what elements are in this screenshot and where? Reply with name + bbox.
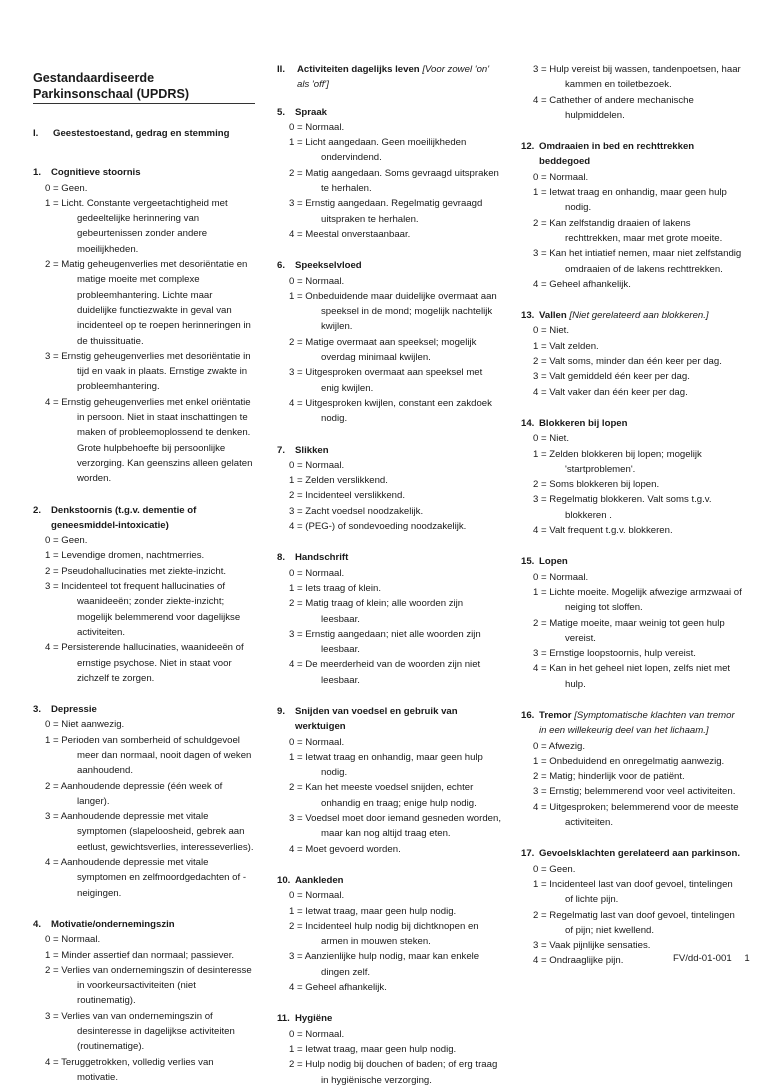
question-heading: [277, 704, 503, 735]
answer-options: [45, 533, 255, 686]
answer-option: 4 = De meerderheid van de woorden zijn niet leesbaar.: [289, 659, 481, 686]
question-title: Motivatie/ondernemingszin: [51, 918, 175, 930]
part-i-label: Geestestoestand, gedrag en stemming: [53, 128, 230, 139]
part-ii-label: Activiteiten dagelijks leven: [297, 64, 420, 75]
question-heading: [277, 550, 503, 565]
answer-option: 3 = Verlies van van ondernemingszin of desinteresse in dagelijkse activiteiten (routinematige).: [45, 1010, 235, 1053]
answer-options: [45, 181, 255, 487]
answer-option: 3 = Incidenteel tot frequent hallucinaties of waanideeën; zonder ziekte-inzicht; mogelijk belemmerend voor dagelijkse activiteiten.: [45, 581, 241, 638]
answer-option: 2 = Soms blokkeren bij lopen.: [533, 479, 660, 491]
answer-option: 4 = Uitgesproken; belemmerend voor de meeste activiteiten.: [533, 801, 739, 829]
question-title: Spraak: [295, 106, 327, 118]
question-16: [521, 708, 743, 830]
answer-option: 4 = Ernstig geheugenverlies met enkel oriëntatie in persoon. Niet in staat inschattingen te maken of probleemoplossend te denken. Grote hulpbehoefte bij persoonlijke verzorging. Kan geenszins alleen gelaten worden.: [45, 396, 253, 485]
answer-options: [45, 932, 255, 1085]
answer-option: 2 = Kan zelfstandig draaien of lakens rechttrekken, maar met grote moeite.: [533, 217, 723, 244]
answer-option: 4 = Kan in het geheel niet lopen, zelfs niet met hulp.: [533, 663, 731, 690]
answer-option: 2 = Kan het meeste voedsel snijden, echter onhandig en traag; enige hulp nodig.: [289, 782, 477, 809]
answer-option: 3 = Uitgesproken overmaat aan speeksel met enig kwijlen.: [289, 367, 483, 394]
question-15: [521, 554, 743, 692]
question-13: [521, 308, 743, 400]
question-number: 1.: [33, 167, 42, 179]
answer-option: 0 = Geen.: [45, 182, 88, 194]
question-title: Denkstoornis (t.g.v. dementie of geneesmiddel-intoxicatie): [51, 504, 197, 531]
answer-option: 3 = Ernstig geheugenverlies met desoriëntatie in tijd en vaak in plaats. Ernstige zwakte in probleemhantering.: [45, 350, 251, 393]
answer-option: 0 = Normaal.: [45, 934, 101, 946]
question-number: 3.: [33, 704, 42, 716]
question-12: [521, 139, 743, 292]
answer-option: 3 = Valt gemiddeld één keer per dag.: [533, 371, 690, 383]
answer-options: [289, 566, 503, 688]
answer-option: 1 = Iets traag of klein.: [289, 582, 381, 594]
question-1: [33, 165, 255, 486]
question-heading: [521, 846, 743, 861]
question-heading: [33, 702, 255, 717]
answer-option: 2 = Aanhoudende depressie (één week of langer).: [45, 780, 223, 807]
answer-option: 4 = Teruggetrokken, volledig verlies van motivatie.: [45, 1056, 214, 1083]
answer-options: [289, 735, 503, 857]
question-number: 13.: [521, 310, 535, 322]
question-14: [521, 416, 743, 538]
question-heading: [521, 416, 743, 431]
answer-option: 2 = Matige moeite, maar weinig tot geen hulp vereist.: [533, 617, 725, 644]
part-ii-sections-a: [277, 105, 503, 1088]
answer-options: [533, 431, 743, 538]
answer-option: 3 = Regelmatig blokkeren. Valt soms t.g.v. blokkeren .: [533, 494, 712, 521]
answer-option: 2 = Verlies van ondernemingszin of desinteresse in voorkeursactiviteiten (niet routinematig).: [45, 964, 252, 1007]
answer-option: 2 = Pseudohallucinaties met ziekte-inzicht.: [45, 565, 227, 577]
answer-option: 1 = Licht aangedaan. Geen moeilijkheden ondervindend.: [289, 137, 467, 164]
question-number: 14.: [521, 417, 535, 429]
answer-option: 1 = Perioden van somberheid of schuldgevoel meer dan normaal, nooit dagen of weken aanhoudend.: [45, 734, 252, 777]
question-heading: [277, 873, 503, 888]
answer-option: 0 = Normaal.: [289, 736, 345, 748]
question-title: Speekselvloed: [295, 260, 362, 272]
question-title: Depressie: [51, 704, 97, 716]
answer-option: 1 = Ietwat traag, maar geen hulp nodig.: [289, 905, 457, 917]
question-title: Lopen: [539, 556, 568, 568]
answer-option: 0 = Geen.: [45, 535, 88, 547]
part-ii-sections-b: [521, 139, 743, 969]
answer-options: [533, 739, 743, 831]
form-code: FV/dd-01-001: [673, 953, 732, 964]
answer-option: 3 = Ernstig; belemmerend voor veel activiteiten.: [533, 786, 736, 798]
question-heading: [33, 917, 255, 932]
answer-option: 3 = Kan het intiatief nemen, maar niet zelfstandig omdraaien of de lakens rechttrekken.: [533, 248, 742, 275]
answer-option: 0 = Afwezig.: [533, 740, 585, 752]
answer-option: 0 = Normaal.: [289, 275, 345, 287]
question-number: 10.: [277, 874, 291, 886]
question-11: [277, 1011, 503, 1087]
question-9: [277, 704, 503, 857]
answer-option: 1 = Valt zelden.: [533, 340, 599, 352]
section-11-continued: [533, 62, 743, 123]
answer-option: 0 = Normaal.: [533, 571, 589, 583]
column-1: [33, 62, 255, 1085]
question-number: 17.: [521, 848, 535, 860]
question-title: Gevoelsklachten gerelateerd aan parkinson.: [539, 848, 741, 860]
answer-option: 3 = Aanzienlijke hulp nodig, maar kan enkele dingen zelf.: [289, 951, 480, 978]
question-number: 15.: [521, 556, 535, 568]
question-title: Omdraaien in bed en rechttrekken beddegoed: [539, 141, 695, 168]
part-ii-heading: [277, 62, 503, 93]
answer-option: 4 = Uitgesproken kwijlen, constant een zakdoek nodig.: [289, 397, 492, 425]
column-2: [277, 62, 503, 1088]
answer-option: 4 = Ondraaglijke pijn.: [533, 955, 624, 967]
answer-option: 0 = Niet.: [533, 325, 569, 337]
answer-option: 2 = Matig; hinderlijk voor de patiënt.: [533, 771, 685, 783]
answer-option: 2 = Matige overmaat aan speeksel; mogelijk overdag minimaal kwijlen.: [289, 336, 477, 364]
question-heading: [521, 554, 743, 569]
answer-option: 0 = Normaal.: [533, 171, 589, 183]
question-7: [277, 443, 503, 535]
question-8: [277, 550, 503, 688]
answer-option: 0 = Normaal.: [289, 567, 345, 579]
question-title: Hygiëne: [295, 1013, 333, 1025]
question-title: Handschrift: [295, 552, 349, 564]
answer-option: 1 = Ietwat traag, maar geen hulp nodig.: [289, 1043, 457, 1055]
answer-option: 3 = Ernstig aangedaan; niet alle woorden zijn leesbaar.: [289, 628, 481, 656]
question-5: [277, 105, 503, 243]
page-footer: [673, 953, 750, 964]
question-heading: [521, 139, 743, 170]
question-2: [33, 503, 255, 687]
question-6: [277, 258, 503, 426]
answer-option: 4 = Valt frequent t.g.v. blokkeren.: [533, 525, 673, 537]
answer-option: 1 = Incidenteel last van doof gevoel, tintelingen of lichte pijn.: [533, 878, 733, 906]
question-heading: [521, 308, 743, 323]
question-heading: [33, 503, 255, 534]
question-4: [33, 917, 255, 1085]
answer-option: 3 = Zacht voedsel noodzakelijk.: [289, 505, 424, 517]
answer-option: 2 = Matig geheugenverlies met desoriëntatie en matige moeite met complexe probleemhantering. Lichte maar duidelijke functiezwakte in geval van incidenteel op te roepen herinneringen in de thuissituatie.: [45, 259, 251, 347]
question-heading: [33, 165, 255, 180]
question-title: Tremor: [539, 709, 572, 721]
question-heading: [277, 1011, 503, 1026]
question-note: [Niet gerelateerd aan blokkeren.]: [569, 310, 709, 322]
question-title: Blokkeren bij lopen: [539, 417, 628, 429]
question-number: 12.: [521, 141, 535, 153]
question-title: Slikken: [295, 444, 329, 456]
answer-option: 0 = Normaal.: [289, 890, 345, 902]
answer-options: [533, 570, 743, 692]
answer-option: 3 = Hulp vereist bij wassen, tandenpoetsen, haar kammen en toiletbezoek.: [533, 64, 741, 91]
answer-options: [45, 717, 255, 901]
answer-option: 1 = Ietwat traag en onhandig, maar geen hulp nodig.: [533, 187, 727, 214]
answer-option: 0 = Niet aanwezig.: [45, 719, 125, 731]
part-ii-note: [Voor zowel 'on' als 'off']: [297, 64, 490, 91]
answer-option: 1 = Zelden verslikkend.: [289, 475, 388, 487]
question-heading: [521, 708, 743, 739]
answer-option: 4 = Geheel afhankelijk.: [289, 982, 387, 994]
question-note: [Symptomatische klachten van tremor in een willekeurig deel van het lichaam.]: [539, 709, 735, 737]
question-number: 7.: [277, 444, 286, 456]
question-number: 11.: [277, 1013, 290, 1025]
answer-options: [289, 120, 503, 242]
answer-option: 2 = Incidenteel hulp nodig bij dichtknopen en armen in mouwen steken.: [289, 920, 479, 948]
question-number: 8.: [277, 552, 286, 564]
answer-option: 1 = Ietwat traag en onhandig, maar geen hulp nodig.: [289, 751, 483, 779]
answer-option: 0 = Normaal.: [289, 459, 345, 471]
answer-option: 4 = Meestal onverstaanbaar.: [289, 228, 411, 240]
answer-option: 0 = Normaal.: [289, 121, 345, 133]
question-title: Aankleden: [295, 874, 344, 886]
answer-option: 0 = Normaal.: [289, 1028, 345, 1040]
answer-option: 1 = Licht. Constante vergeetachtigheid met gedeeltelijke herinnering van gebeurtenissen zonder andere moeilijkheden.: [45, 197, 228, 255]
question-heading: [277, 443, 503, 458]
answer-option: 3 = Ernstige loopstoornis, hulp vereist.: [533, 648, 696, 660]
question-title: Cognitieve stoornis: [51, 167, 141, 179]
question-heading: [277, 105, 503, 120]
answer-option: 3 = Vaak pijnlijke sensaties.: [533, 940, 651, 952]
page-title: Gestandaardiseerde Parkinsonschaal (UPDRS): [33, 70, 255, 104]
answer-option: 3 = Voedsel moet door iemand gesneden worden, maar kan nog altijd traag eten.: [289, 813, 502, 840]
question-number: 4.: [33, 918, 42, 930]
answer-options: [533, 323, 743, 399]
question-title: Snijden van voedsel en gebruik van werktuigen: [295, 705, 458, 733]
question-number: 2.: [33, 504, 42, 516]
answer-option: 1 = Levendige dromen, nachtmerries.: [45, 550, 205, 562]
question-number: 5.: [277, 106, 286, 118]
question-number: 6.: [277, 260, 286, 272]
answer-option: 2 = Valt soms, minder dan één keer per dag.: [533, 356, 722, 368]
answer-option: 4 = Valt vaker dan één keer per dag.: [533, 386, 688, 398]
answer-options: [289, 888, 503, 995]
answer-option: 4 = Cathether of andere mechanische hulpmiddelen.: [533, 94, 694, 121]
question-number: 9.: [277, 705, 286, 717]
page-number: 1: [744, 953, 750, 964]
answer-option: 2 = Incidenteel verslikkend.: [289, 490, 405, 502]
question-number: 16.: [521, 709, 535, 721]
answer-option: 4 = Persisterende hallucinaties, waanideeën of ernstige psychose. Niet in staat voor zichzelf te zorgen.: [45, 642, 244, 684]
part-i-heading: [33, 126, 255, 141]
answer-option: 1 = Zelden blokkeren bij lopen; mogelijk 'startproblemen'.: [533, 448, 702, 475]
answer-option: 4 = Moet gevoerd worden.: [289, 843, 401, 855]
part-ii-number: II.: [277, 64, 285, 75]
answer-option: 1 = Onbeduidende maar duidelijke overmaat aan speeksel in de mond; mogelijk nachtelijk kwijlen.: [289, 290, 497, 333]
answer-option: 1 = Minder assertief dan normaal; passiever.: [45, 949, 235, 961]
answer-option: 0 = Niet.: [533, 433, 569, 445]
part-i-number: I.: [33, 128, 39, 139]
question-17: [521, 846, 743, 968]
answer-option: 4 = (PEG-) of sondevoeding noodzakelijk.: [289, 521, 467, 533]
answer-option: 4 = Geheel afhankelijk.: [533, 278, 631, 290]
answer-options: [289, 458, 503, 534]
answer-option: 1 = Lichte moeite. Mogelijk afwezige armzwaai of neiging tot sloffen.: [533, 586, 742, 614]
question-3: [33, 702, 255, 901]
answer-option: 4 = Aanhoudende depressie met vitale symptomen en zelfmoordgedachten of -neigingen.: [45, 857, 247, 899]
question-10: [277, 873, 503, 995]
answer-option: 3 = Aanhoudende depressie met vitale symptomen (slapeloosheid, gebrek aan eetlust, gewichtsverlies, interesseverlies).: [45, 811, 254, 853]
answer-option: 2 = Matig aangedaan. Soms gevraagd uitspraken te herhalen.: [289, 167, 499, 195]
answer-option: 2 = Regelmatig last van doof gevoel, tintelingen of pijn; niet kwellend.: [533, 909, 735, 936]
answer-options: [289, 274, 503, 427]
question-heading: [277, 258, 503, 273]
answer-options: [533, 170, 743, 292]
answer-option: 3 = Ernstig aangedaan. Regelmatig gevraagd uitspraken te herhalen.: [289, 198, 483, 225]
question-title: Vallen: [539, 310, 567, 322]
answer-options: [289, 1027, 503, 1088]
column-3: [521, 62, 743, 969]
answer-option: 1 = Onbeduidend en onregelmatig aanwezig.: [533, 755, 725, 767]
answer-option: 0 = Geen.: [533, 863, 576, 875]
answer-option: 2 = Hulp nodig bij douchen of baden; of erg traag in hygiënische verzorging.: [289, 1059, 498, 1086]
answer-option: 2 = Matig traag of klein; alle woorden zijn leesbaar.: [289, 598, 464, 625]
part-i-sections: [33, 165, 255, 1085]
